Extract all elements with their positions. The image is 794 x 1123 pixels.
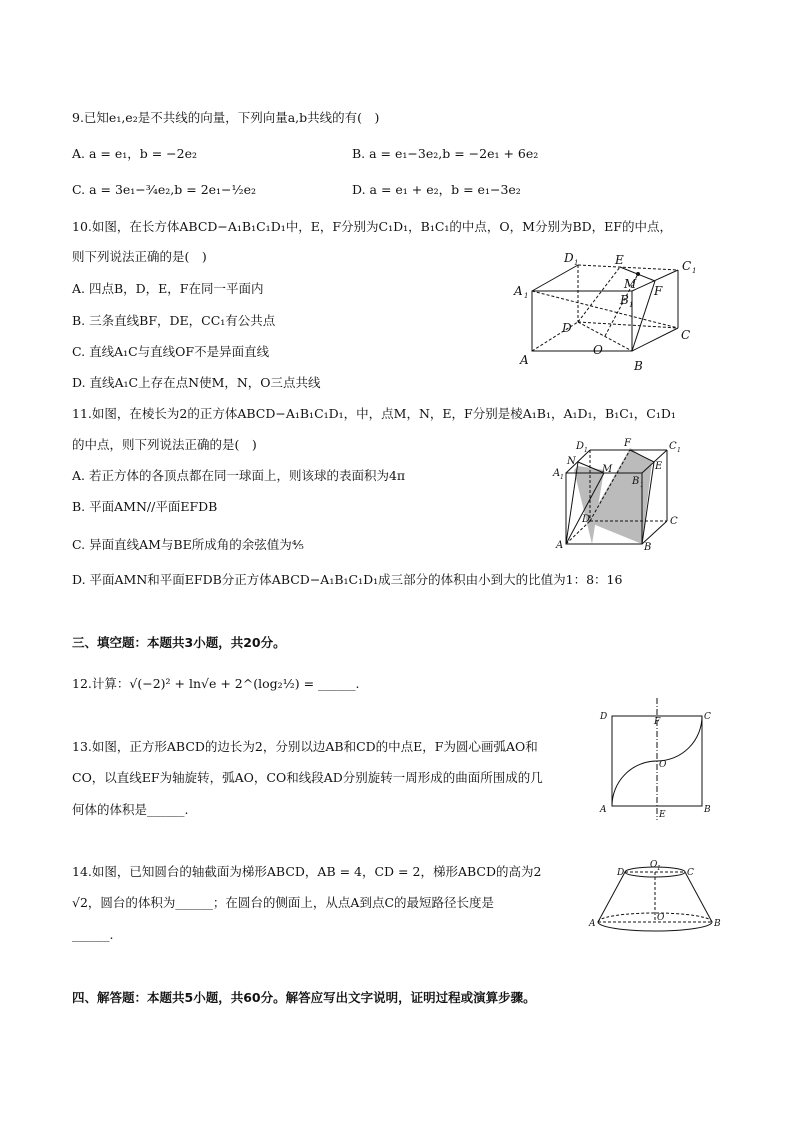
q14-line1: 14.如图，已知圆台的轴截面为梯形ABCD，AB = 4，CD = 2，梯形ABCD的高为2 bbox=[72, 864, 542, 879]
q14-label-o1-sub: 1 bbox=[657, 865, 661, 872]
q10-label-c1: C bbox=[682, 259, 692, 273]
q9-option-c: C. a = 3e₁−¾e₂,b = 2e₁−½e₂ bbox=[72, 182, 257, 197]
q10-label-f: F bbox=[654, 284, 663, 298]
q11-option-a: A. 若正方体的各顶点都在同一球面上，则该球的表面积为4π bbox=[72, 468, 406, 483]
q13-label-e: E bbox=[659, 810, 666, 820]
q14-label-b: B bbox=[714, 919, 721, 929]
q11-option-d: D. 平面AMN和平面EFDB分正方体ABCD−A₁B₁C₁D₁成三部分的体积由小到大的比值为1：8：16 bbox=[72, 572, 623, 587]
q11-option-b: B. 平面AMN//平面EFDB bbox=[72, 499, 218, 514]
q10-option-b: B. 三条直线BF，DE，CC₁有公共点 bbox=[72, 313, 276, 328]
q10-label-a1: A bbox=[514, 284, 523, 298]
q11-label-d: D bbox=[582, 514, 591, 525]
q13-label-a: A bbox=[600, 805, 607, 815]
q10-label-m: M bbox=[624, 277, 637, 291]
q11-label-f: F bbox=[624, 438, 631, 449]
q13-label-d: D bbox=[600, 712, 608, 722]
q11-cube-figure bbox=[552, 436, 686, 556]
q9-option-d: D. a = e₁ + e₂，b = e₁−3e₂ bbox=[352, 182, 521, 197]
q10-label-c: C bbox=[681, 328, 691, 342]
q14-label-o: O bbox=[657, 913, 665, 923]
q10-stem-line2: 则下列说法正确的是( ) bbox=[72, 249, 207, 264]
q13-line3: 何体的体积是______. bbox=[72, 802, 189, 817]
q12-text: 12.计算：√(−2)² + ln√e + 2^(log₂½) = ______. bbox=[72, 676, 360, 691]
q11-label-c1: C bbox=[669, 441, 677, 452]
q14-frustum-figure bbox=[588, 855, 724, 937]
q11-label-d1: D bbox=[576, 441, 585, 452]
q11-label-d1-sub: 1 bbox=[584, 447, 588, 454]
q10-option-d: D. 直线A₁C上存在点N使M，N，O三点共线 bbox=[72, 375, 321, 390]
q11-label-b: B bbox=[644, 542, 652, 553]
q10-label-b: B bbox=[634, 359, 643, 373]
q11-label-c: C bbox=[670, 516, 678, 527]
q11-label-e: E bbox=[655, 461, 663, 472]
q14-line2: √2，圆台的体积为______；在圆台的侧面上，从点A到点C的最短路径长度是 bbox=[72, 895, 495, 910]
q11-label-a1: A bbox=[553, 468, 561, 479]
q14-label-a: A bbox=[589, 919, 596, 929]
q10-label-d1: D bbox=[564, 251, 574, 265]
q11-label-b1: B bbox=[632, 476, 640, 487]
q9-option-a: A. a = e₁，b = −2e₂ bbox=[72, 146, 198, 161]
q10-label-b1: B bbox=[620, 293, 629, 307]
q10-label-c1-sub: 1 bbox=[692, 267, 697, 275]
q14-label-c: C bbox=[687, 868, 694, 878]
q11-label-n: N bbox=[567, 456, 576, 467]
q10-label-d: D bbox=[562, 321, 572, 335]
q11-label-c1-sub: 1 bbox=[677, 447, 681, 454]
q10-label-a1-sub: 1 bbox=[524, 292, 529, 300]
q10-label-d1-sub: 1 bbox=[574, 259, 579, 267]
q11-option-c: C. 异面直线AM与BE所成角的余弦值为⅘ bbox=[72, 537, 304, 552]
q13-line1: 13.如图，正方形ABCD的边长为2，分别以边AB和CD的中点E，F为圆心画弧AO和 bbox=[72, 739, 538, 754]
q11-stem-line1: 11.如图，在棱长为2的正方体ABCD−A₁B₁C₁D₁，中，点M，N，E，F分别是棱A₁B₁，A₁D₁，B₁C₁，C₁D₁ bbox=[72, 406, 676, 421]
q14-label-o1: O bbox=[650, 860, 658, 870]
q14-label-d: D bbox=[617, 868, 625, 878]
q11-label-m: M bbox=[602, 464, 613, 475]
q13-label-f: F bbox=[654, 717, 661, 727]
q13-label-c: C bbox=[704, 712, 711, 722]
q9-stem: 9.已知e₁,e₂是不共线的向量，下列向量a,b共线的有( ) bbox=[72, 110, 380, 125]
q10-label-b1-sub: 1 bbox=[629, 301, 634, 309]
q11-label-b1-sub: 1 bbox=[640, 482, 644, 489]
q10-option-c: C. 直线A₁C与直线OF不是异面直线 bbox=[72, 344, 270, 359]
q11-label-a: A bbox=[556, 540, 564, 551]
q13-square-figure bbox=[596, 696, 720, 824]
q13-label-b: B bbox=[704, 805, 711, 815]
q10-label-e: E bbox=[615, 253, 624, 267]
q10-stem-line1: 10.如图，在长方体ABCD−A₁B₁C₁D₁中，E，F分别为C₁D₁，B₁C₁的中点，O，M分别为BD，EF的中点， bbox=[72, 219, 672, 234]
section-4-heading: 四、解答题：本题共5小题，共60分。解答应写出文字说明，证明过程或演算步骤。 bbox=[72, 990, 536, 1005]
q13-label-o: O bbox=[659, 760, 667, 770]
q9-option-b: B. a = e₁−3e₂,b = −2e₁ + 6e₂ bbox=[352, 146, 539, 161]
q10-cuboid-figure bbox=[510, 248, 710, 376]
q10-option-a: A. 四点B，D，E，F在同一平面内 bbox=[72, 281, 264, 296]
q10-label-a: A bbox=[520, 353, 529, 367]
q11-label-a1-sub: 1 bbox=[560, 474, 564, 481]
q10-label-o: O bbox=[593, 343, 603, 357]
q11-stem-line2: 的中点，则下列说法正确的是( ) bbox=[72, 437, 257, 452]
section-3-heading: 三、填空题：本题共3小题，共20分。 bbox=[72, 635, 286, 650]
q13-line2: CO，以直线EF为轴旋转，弧AO，CO和线段AD分别旋转一周形成的曲面所围成的几 bbox=[72, 770, 543, 785]
q14-line3: ______. bbox=[72, 927, 114, 942]
